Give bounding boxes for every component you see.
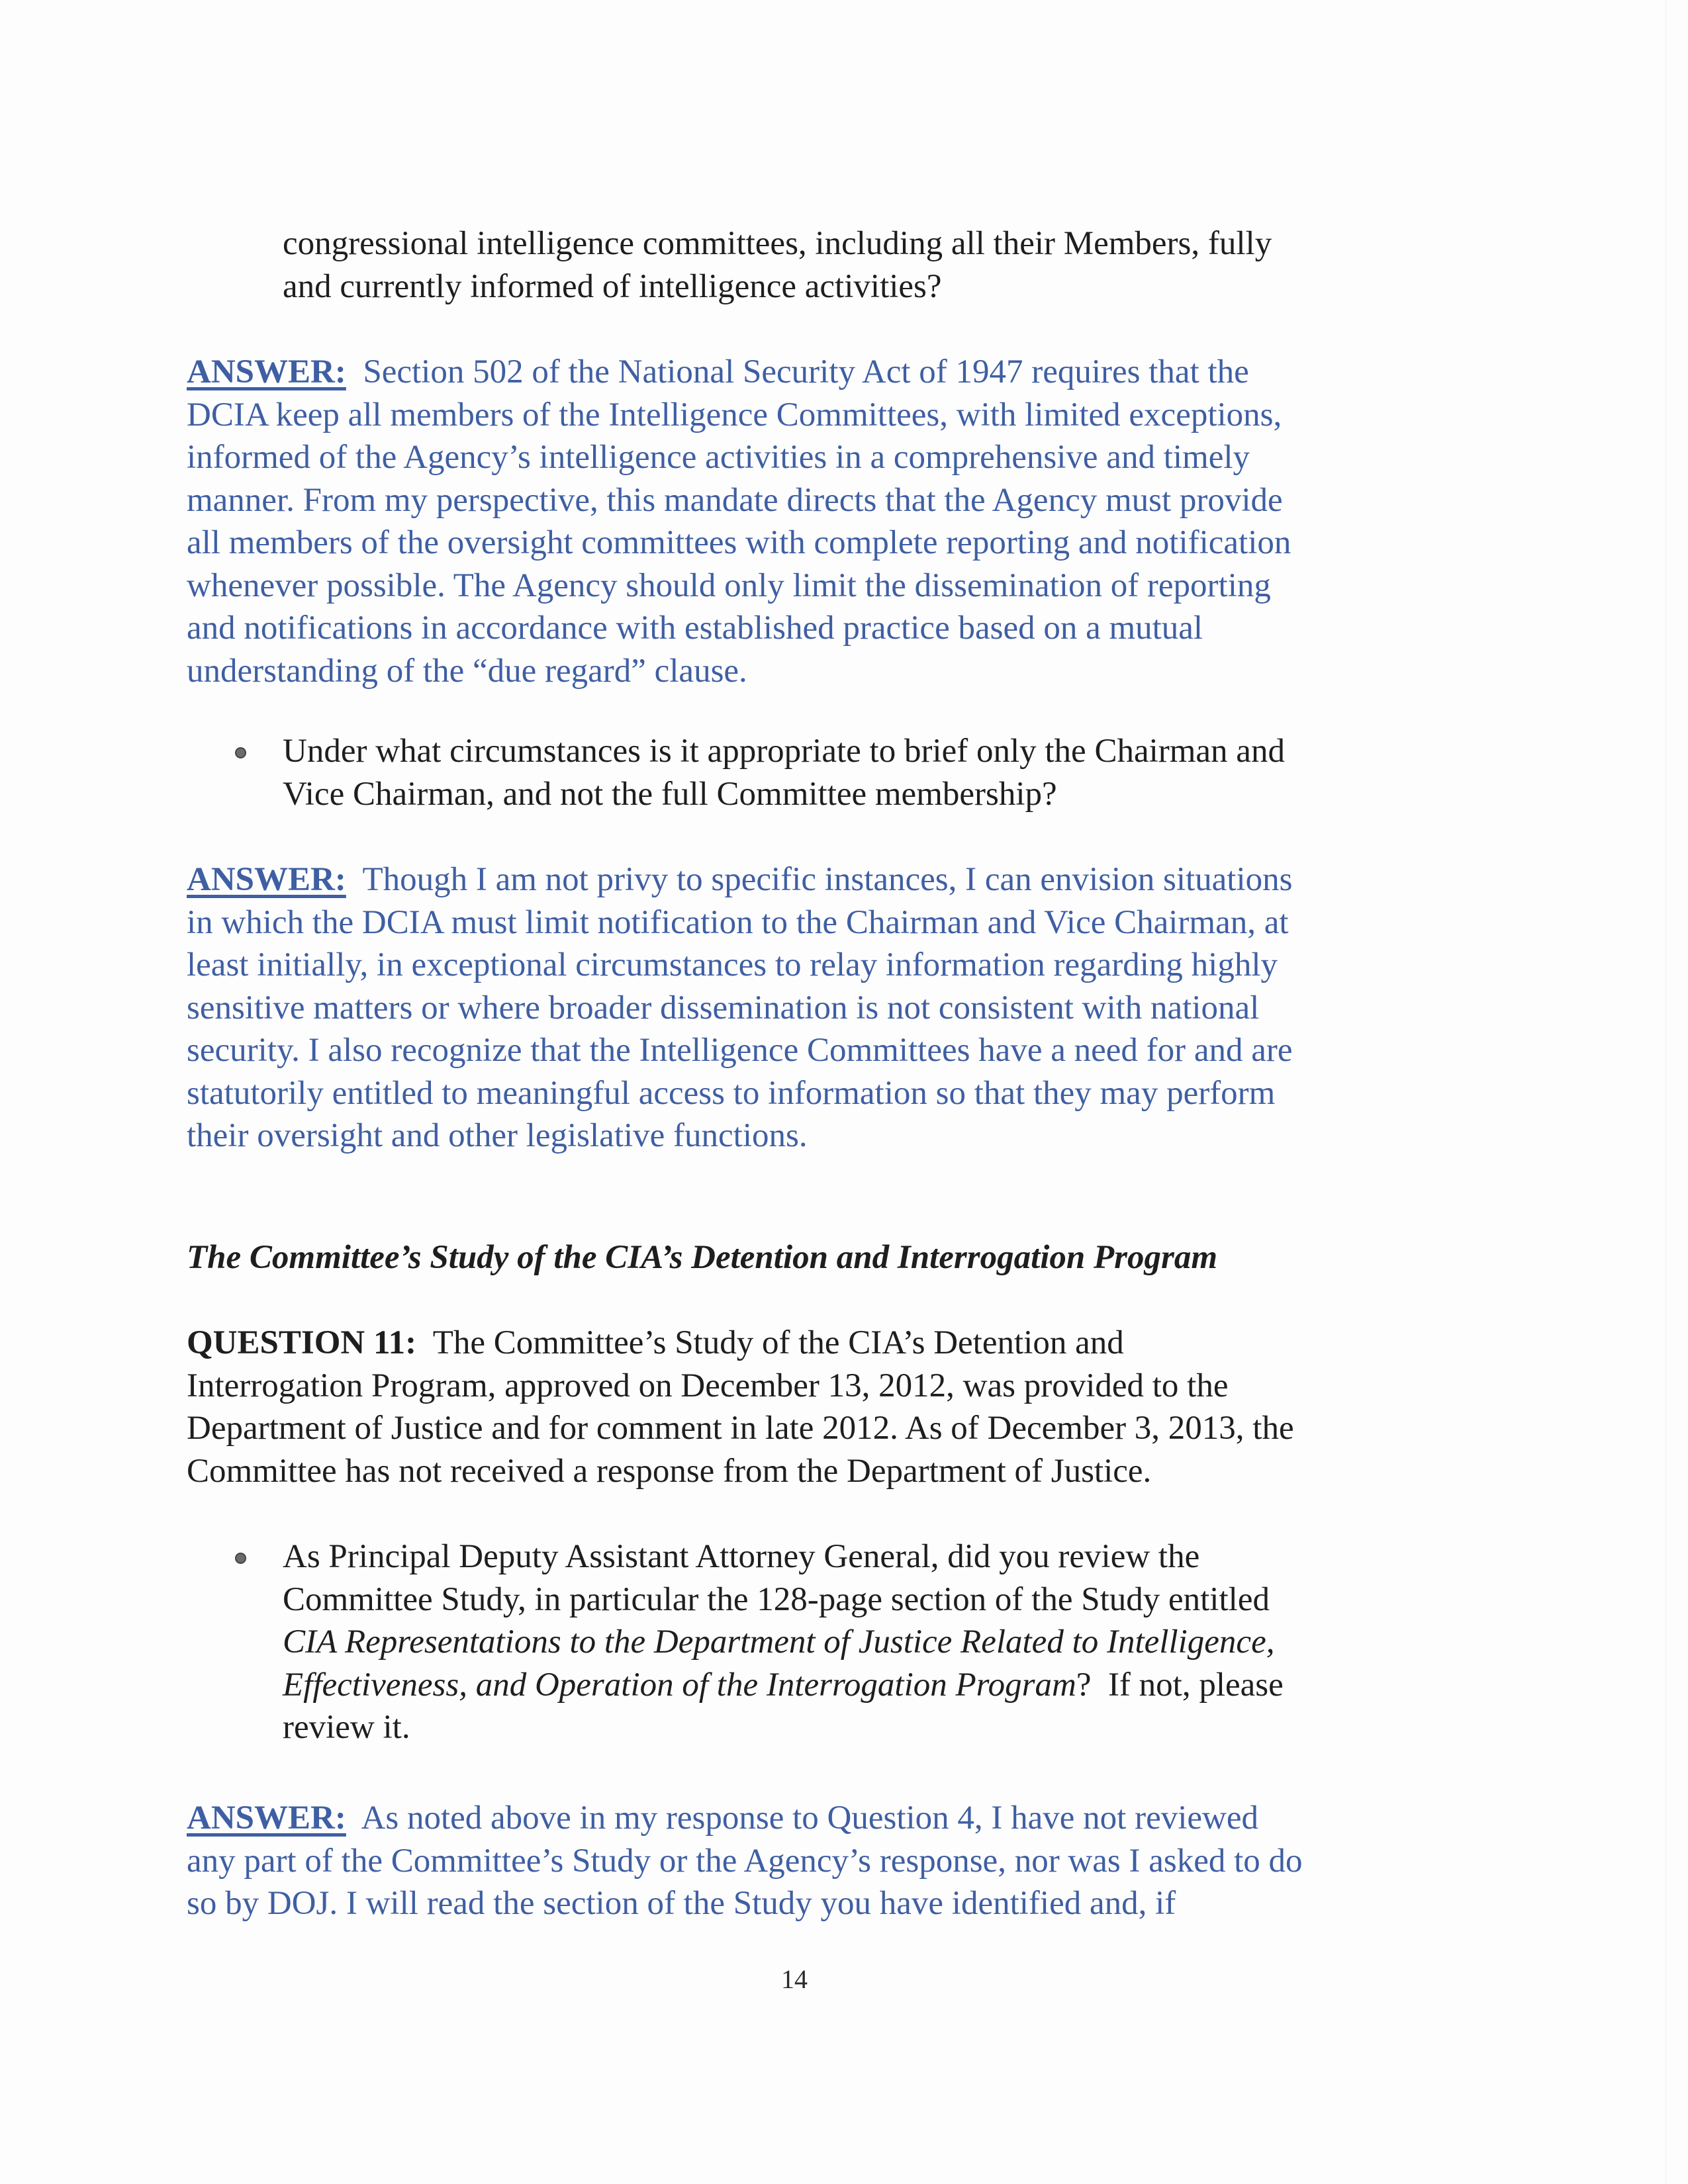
text-line: As noted above in my response to Question 4, I have not reviewed	[346, 1799, 1258, 1837]
answer-2	[187, 858, 1431, 1158]
text-line: least initially, in exceptional circumstances to relay information regarding highly	[187, 946, 1278, 983]
answer-first-line	[187, 858, 1431, 901]
text-line: review it.	[283, 1709, 410, 1746]
study-section-title-cont: Effectiveness, and Operation of the Interrogation Program	[283, 1666, 1076, 1704]
text-line: Section 502 of the National Security Act of 1947 requires that the	[346, 353, 1249, 390]
text-line: manner. From my perspective, this mandate directs that the Agency must provide	[187, 481, 1283, 519]
bullet-text	[283, 1535, 1453, 1749]
text-line: statutorily entitled to meaningful access to information so that they may perform	[187, 1074, 1276, 1112]
text-line: congressional intelligence committees, including all their Members, fully	[283, 225, 1272, 262]
text-line: The Committee’s Study of the CIA’s Detention and	[416, 1324, 1124, 1361]
text-line: Committee has not received a response from the Department of Justice.	[187, 1452, 1152, 1490]
text-line: so by DOJ. I will read the section of the Study you have identified and, if	[187, 1885, 1176, 1922]
bullet-question-1	[235, 730, 1453, 815]
answer-first-line	[187, 351, 1431, 394]
text-line: Vice Chairman, and not the full Committee membership?	[283, 775, 1057, 813]
text-line: Though I am not privy to specific instances, I can envision situations	[346, 861, 1293, 898]
section-heading: The Committee’s Study of the CIA’s Detention and Interrogation Program	[187, 1239, 1218, 1276]
text-line: DCIA keep all members of the Intelligence Committees, with limited exceptions,	[187, 396, 1282, 433]
text-line: understanding of the “due regard” clause.	[187, 652, 747, 690]
text-line: whenever possible. The Agency should only limit the dissemination of reporting	[187, 567, 1271, 604]
text-line: security. I also recognize that the Intelligence Committees have a need for and are	[187, 1032, 1293, 1069]
answer-label: ANSWER:	[187, 1799, 346, 1837]
text-line: and notifications in accordance with established practice based on a mutual	[187, 610, 1203, 647]
bullet-text	[283, 730, 1453, 815]
answer-label: ANSWER:	[187, 353, 346, 390]
text-line	[283, 1664, 1453, 1707]
text-line: Department of Justice and for comment in late 2012. As of December 3, 2013, the	[187, 1410, 1294, 1447]
text-line: their oversight and other legislative functions.	[187, 1117, 808, 1154]
question-first-line	[187, 1322, 1431, 1365]
question-label: QUESTION 11:	[187, 1324, 417, 1361]
answer-first-line	[187, 1797, 1431, 1840]
bullet-icon	[235, 747, 246, 758]
text-line: sensitive matters or where broader dissemination is not consistent with national	[187, 989, 1260, 1026]
question-continuation	[283, 222, 1448, 308]
answer-label: ANSWER:	[187, 861, 346, 898]
text-line: informed of the Agency’s intelligence activities in a comprehensive and timely	[187, 439, 1250, 476]
question-11	[187, 1322, 1431, 1492]
text-line: Under what circumstances is it appropriate to brief only the Chairman and	[283, 733, 1285, 770]
text-line: Committee Study, in particular the 128-page section of the Study entitled	[283, 1580, 1270, 1618]
study-section-title: CIA Representations to the Department of Justice Related to Intelligence,	[283, 1623, 1275, 1661]
bullet-icon	[235, 1553, 246, 1564]
bullet-question-2	[235, 1535, 1453, 1749]
text-line: in which the DCIA must limit notification to the Chairman and Vice Chairman, at	[187, 903, 1289, 941]
text-fragment: ? If not, please	[1076, 1666, 1284, 1704]
text-line: As Principal Deputy Assistant Attorney General, did you review the	[283, 1538, 1200, 1575]
text-line: all members of the oversight committees with complete reporting and notification	[187, 524, 1291, 561]
answer-1	[187, 351, 1431, 692]
answer-3	[187, 1797, 1431, 1925]
text-line: Interrogation Program, approved on December 13, 2012, was provided to the	[187, 1367, 1229, 1404]
page-number: 14	[781, 1964, 808, 1994]
text-line: any part of the Committee’s Study or the Agency’s response, nor was I asked to do	[187, 1842, 1303, 1880]
text-line: and currently informed of intelligence activities?	[283, 267, 942, 305]
